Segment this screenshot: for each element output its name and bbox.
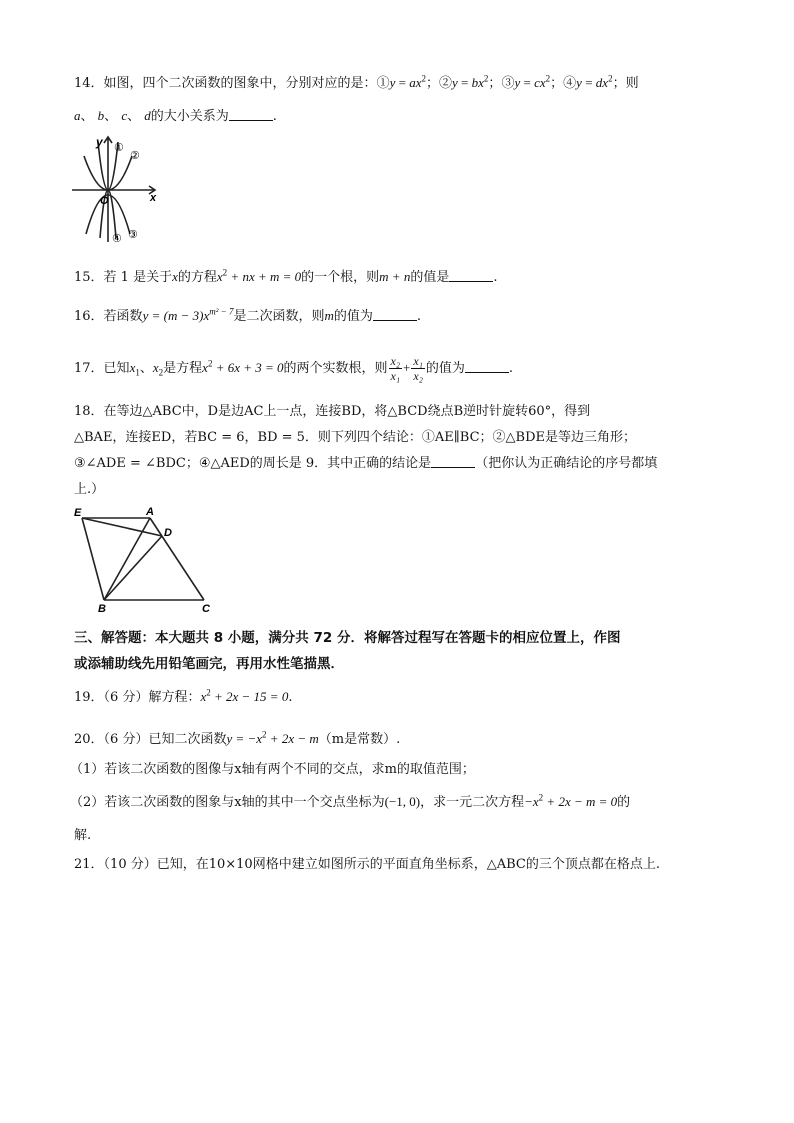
q18-line4: 上.） [74, 482, 105, 497]
q20-part1: （1）若该二次函数的图像与x轴有两个不同的交点，求m的取值范围； [70, 762, 475, 777]
point-D: D [164, 527, 172, 539]
fig14-origin: O [100, 195, 109, 207]
fig14-curve4-label: ④ [112, 233, 122, 245]
q19-line: 19．（6 分）解方程：$x^2 + 2x - 15 = 0$. [74, 687, 293, 705]
q21-line: 21．（10 分）已知，在10×10网格中建立如图所示的平面直角坐标系，△ABC的三个顶点都在格点上. [74, 857, 660, 872]
answer-blank-18 [431, 455, 475, 468]
q20-part2-cont: 解. [74, 828, 92, 843]
answer-blank-14 [229, 108, 273, 121]
answer-blank-16 [373, 308, 417, 321]
seg-AB [104, 518, 150, 600]
fig14-y-label: y [96, 135, 103, 149]
q18-line1: 18．在等边△ABC中，D是边AC上一点，连接BD，将△BCD绕点B逆时针旋转60°，得到 [74, 404, 591, 419]
point-C: C [202, 603, 210, 614]
triangle-figure [70, 504, 230, 614]
fraction-x1-over-x2: $\frac{\text{x₁}}{\text{x₂}}$ [413, 354, 423, 383]
section3-heading-line2: 或添辅助线先用铅笔画完，再用水性笔描黑． [74, 656, 344, 672]
section3-heading-line1: 三、解答题：本大题共 8 小题，满分共 72 分．将解答过程写在答题卡的相应位置上，作图 [74, 630, 621, 646]
parabolas-figure [70, 134, 162, 246]
fig14-curve1-label: ① [114, 142, 124, 154]
q14-line1: 14．如图，四个二次函数的图象中，分别对应的是：①y = $ax^2$；②y = $bx^2$；③y = $cx^2$；④y = $dx^2$；则 [74, 73, 639, 91]
q20-part2: （2）若该二次函数的图象与x轴的其中一个交点坐标为(−1, 0)，求一元二次方程$-x^2 + 2x - m = 0$的 [70, 792, 631, 810]
q15-line: 15．若 1 是关于x的方程$x^2$ + nx + m = 0的一个根，则m + n的值是 . [74, 267, 498, 285]
seg-EB [82, 518, 104, 600]
q14-line2: a、 b、 c、 d的大小关系为 . [74, 108, 277, 124]
seg-ED [82, 518, 162, 536]
q18-line3: ③∠ADE = ∠BDC；④△AED的周长是 9．其中正确的结论是 （把你认为正确结论的序号都填 [74, 456, 658, 471]
q17-line: 17．已知$x_1$、$x_2$是方程$x^2 + 6x + 3 = 0$的两个实数根，则 $\frac{\text{x₂}}{\text{x₁}}$ + $\frac{\text{x₁}}{\text{x₂}}$ 的值为 . [74, 354, 514, 383]
fig14-curve3-label: ③ [128, 229, 138, 241]
q20-line: 20．（6 分）已知二次函数$y = -x^2 + 2x - m(m$是常数）. [74, 729, 401, 747]
fraction-x2-over-x1: $\frac{\text{x₂}}{\text{x₁}}$ [390, 354, 401, 383]
point-B: B [98, 603, 106, 614]
point-E: E [74, 507, 82, 519]
answer-blank-15 [449, 269, 493, 282]
q16-line: 16．若函数$y = (m - 3)x^{m^2 - 7}$是二次函数，则m的值为 . [74, 306, 422, 324]
answer-blank-17 [465, 360, 509, 373]
seg-AC [150, 518, 204, 600]
fig14-curve2-label: ② [130, 150, 140, 162]
point-A: A [146, 506, 154, 518]
fig14-x-label: x [150, 192, 157, 204]
seg-BD [104, 536, 162, 600]
q18-line2: △BAE，连接ED，若BC = 6，BD = 5．则下列四个结论：①AE∥BC；②△BDE是等边三角形； [74, 430, 637, 445]
